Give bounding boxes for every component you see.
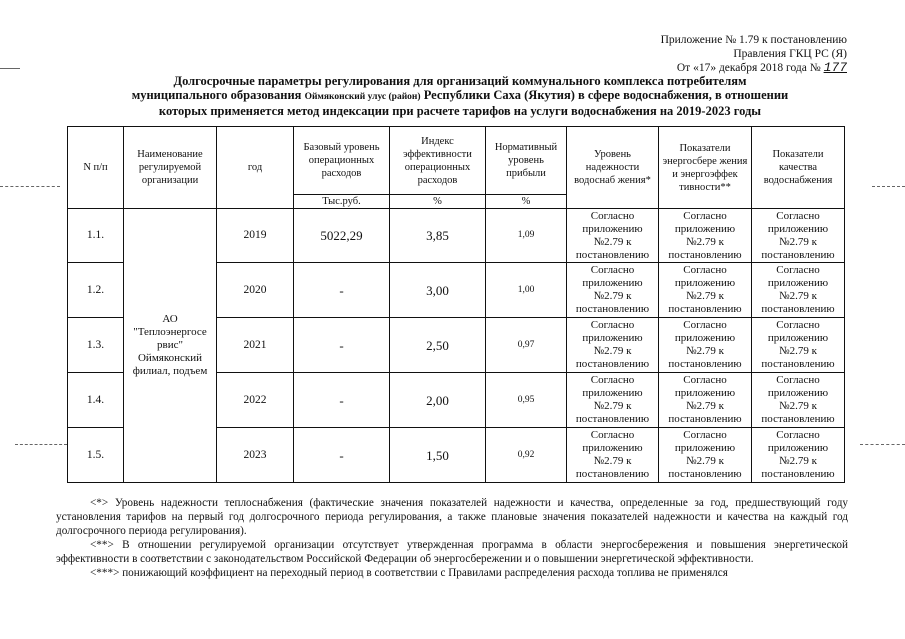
row-quality: Согласно приложению №2.79 к постановлению	[752, 263, 845, 318]
scan-line	[0, 68, 20, 69]
row-energy: Согласно приложению №2.79 к постановлению	[659, 318, 752, 373]
row-year: 2021	[217, 318, 294, 373]
header-reliability: Уровень надежности водоснаб жения*	[567, 127, 659, 209]
row-norm: 0,92	[486, 428, 567, 483]
scan-line	[872, 186, 905, 187]
row-index: 1,50	[390, 428, 486, 483]
row-number: 1.2.	[68, 263, 124, 318]
row-year: 2022	[217, 373, 294, 428]
row-base: 5022,29	[294, 209, 390, 263]
header-year: год	[217, 127, 294, 209]
annex-line-3: От «17» декабря 2018 года № 177	[676, 60, 847, 75]
document-title	[80, 74, 840, 118]
header-energy-saving: Показатели энергосбере жения и энергоэффек тивности**	[659, 127, 752, 209]
row-energy: Согласно приложению №2.79 к постановлению	[659, 209, 752, 263]
scan-line	[15, 444, 67, 445]
row-base: -	[294, 318, 390, 373]
row-norm: 1,09	[486, 209, 567, 263]
row-energy: Согласно приложению №2.79 к постановлению	[659, 428, 752, 483]
row-base: -	[294, 373, 390, 428]
annex-line-2: Правления ГКЦ РС (Я)	[733, 48, 847, 60]
row-base: -	[294, 428, 390, 483]
table-row	[68, 209, 845, 263]
row-norm: 1,00	[486, 263, 567, 318]
header-efficiency-index: Индекс эффективности операционных расходов	[390, 127, 486, 195]
row-base: -	[294, 263, 390, 318]
footnote-1: <*> Уровень надежности теплоснабжения (фактические значения показателей надежности и качества, определенные за год, предшествующий году установления тарифов на первый год долгосрочного периода регулирования, а также плановые значения показателей надежности и качества на каждый год долгосрочного периода регулирования).	[56, 497, 848, 537]
header-normative-profit: Нормативный уровень прибыли	[486, 127, 567, 195]
footnote-2: <**> В отношении регулируемой организации отсутствует утвержденная программа в области энергосбережения и повышения энергетической эффективности в соответствии с законодательством Российской Федерации об энергосбережении и о повышении энергетической эффективности.	[56, 539, 848, 565]
header-organization: Наименование регулируемой организации	[124, 127, 217, 209]
row-index: 3,85	[390, 209, 486, 263]
row-index: 3,00	[390, 263, 486, 318]
row-reliability: Согласно приложению №2.79 к постановлению	[567, 373, 659, 428]
parameters-table	[67, 126, 845, 483]
row-quality: Согласно приложению №2.79 к постановлению	[752, 373, 845, 428]
header-n: N п/п	[68, 127, 124, 209]
unit-index: %	[390, 195, 486, 209]
row-number: 1.1.	[68, 209, 124, 263]
title-line-2: муниципального образования Оймяконский улус (район) Республики Саха (Якутия) в сфере водоснабжения, в отношении	[131, 88, 789, 102]
annex-header	[661, 33, 847, 75]
row-number: 1.5.	[68, 428, 124, 483]
row-reliability: Согласно приложению №2.79 к постановлению	[567, 428, 659, 483]
row-quality: Согласно приложению №2.79 к постановлению	[752, 209, 845, 263]
row-quality: Согласно приложению №2.79 к постановлению	[752, 428, 845, 483]
footnotes	[56, 496, 848, 580]
scan-line	[0, 186, 60, 187]
row-norm: 0,97	[486, 318, 567, 373]
row-quality: Согласно приложению №2.79 к постановлению	[752, 318, 845, 373]
row-year: 2019	[217, 209, 294, 263]
row-index: 2,00	[390, 373, 486, 428]
header-quality: Показатели качества водоснабжения	[752, 127, 845, 209]
scan-line	[860, 444, 905, 445]
row-norm: 0,95	[486, 373, 567, 428]
row-energy: Согласно приложению №2.79 к постановлению	[659, 373, 752, 428]
footnote-3: <***> понижающий коэффициент на переходный период в соответствии с Правилами распределения расхода топлива не применялся	[90, 567, 728, 579]
row-index: 2,50	[390, 318, 486, 373]
title-line-3: которых применяется метод индексации при расчете тарифов на услуги водоснабжения на 2019-2023 годы	[158, 104, 762, 118]
handwritten-number: 177	[823, 60, 847, 75]
header-base-level: Базовый уровень операционных расходов	[294, 127, 390, 195]
row-number: 1.3.	[68, 318, 124, 373]
row-energy: Согласно приложению №2.79 к постановлению	[659, 263, 752, 318]
unit-base: Тыс.руб.	[294, 195, 390, 209]
annex-line-1: Приложение № 1.79 к постановлению	[660, 34, 847, 46]
row-reliability: Согласно приложению №2.79 к постановлению	[567, 318, 659, 373]
organization-name: АО "Теплоэнергосе рвис" Оймяконский филиал, подъем	[124, 209, 217, 483]
row-number: 1.4.	[68, 373, 124, 428]
row-year: 2020	[217, 263, 294, 318]
row-reliability: Согласно приложению №2.79 к постановлению	[567, 263, 659, 318]
unit-norm: %	[486, 195, 567, 209]
title-line-1: Долгосрочные параметры регулирования для организаций коммунального комплекса потребителям	[173, 74, 747, 88]
row-reliability: Согласно приложению №2.79 к постановлению	[567, 209, 659, 263]
row-year: 2023	[217, 428, 294, 483]
